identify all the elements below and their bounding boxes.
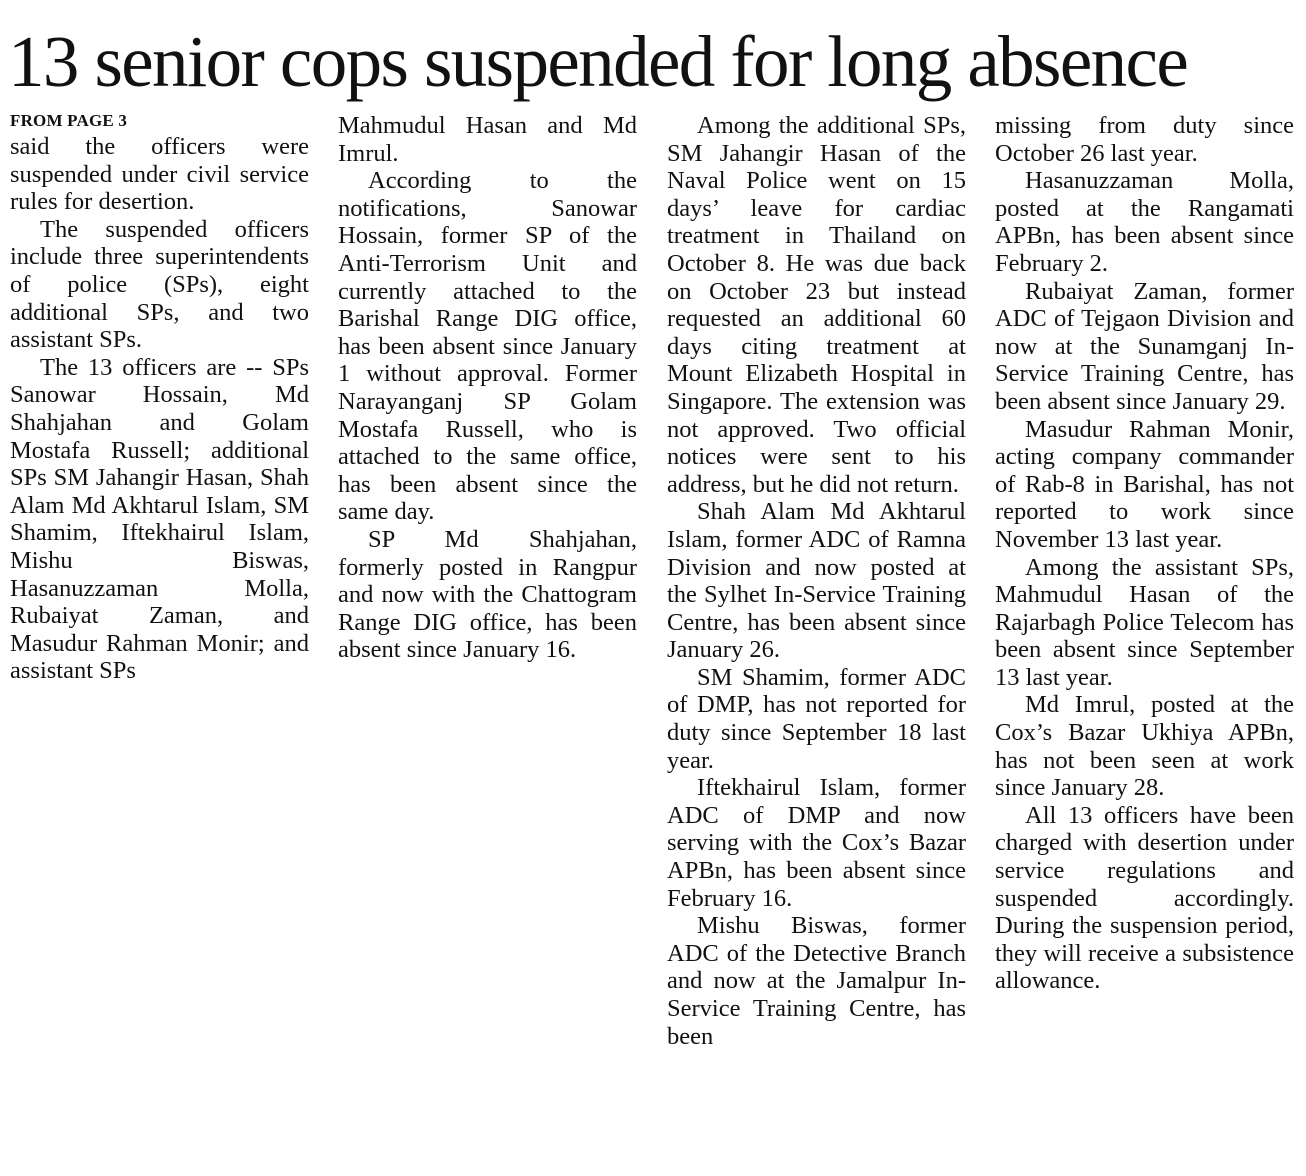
paragraph: said the officers were suspended under civil service rules for desertion. [10,133,309,216]
paragraph: Shah Alam Md Akhtarul Islam, former ADC of Ramna Division and now posted at the Sylhet In-Service Training Centre, has been absent since January 26. [667,498,966,664]
paragraph: The 13 officers are -- SPs Sanowar Hossain, Md Shahjahan and Golam Mostafa Russell; additional SPs SM Jahangir Hasan, Shah Alam Md Akhtarul Islam, SM Shamim, Iftekhairul Islam, Mishu Biswas, Hasanuzzaman Molla, Rubaiyat Zaman, and Masudur Rahman Monir; and assistant SPs [10,353,309,685]
paragraph: Among the assistant SPs, Mahmudul Hasan of the Rajarbagh Police Telecom has been absent since September 13 last year. [995,553,1294,691]
paragraph: All 13 officers have been charged with desertion under service regulations and suspended accordingly. During the suspension period, they will receive a subsistence allowance. [995,801,1294,995]
paragraph: SP Md Shahjahan, formerly posted in Rangpur and now with the Chattogram Range DIG office, has been absent since January 16. [338,525,637,664]
paragraph: Among the additional SPs, SM Jahangir Hasan of the Naval Police went on 15 days’ leave for cardiac treatment in Thailand on October 8. He was due back on October 23 but instead requested an additional 60 days citing treatment at Mount Elizabeth Hospital in Singapore. The extension was not approved. Two official notices were sent to his address, but he did not return. [667,112,966,498]
column-4 [995,112,1294,995]
paragraph: missing from duty since October 26 last year. [995,112,1294,167]
paragraph: Mishu Biswas, former ADC of the Detective Branch and now at the Jamalpur In-Service Training Centre, has been [667,912,966,1050]
paragraph: Md Imrul, posted at the Cox’s Bazar Ukhiya APBn, has not been seen at work since January 28. [995,691,1294,802]
column-3 [667,112,966,1050]
paragraph: Rubaiyat Zaman, former ADC of Tejgaon Division and now at the Sunamganj In-Service Training Centre, has been absent since January 29. [995,277,1294,415]
paragraph: Masudur Rahman Monir, acting company commander of Rab-8 in Barishal, has not reported to work since November 13 last year. [995,415,1294,553]
continued-from-label: FROM PAGE 3 [10,111,128,130]
column-1 [10,110,309,685]
paragraph: Mahmudul Hasan and Md Imrul. [338,112,637,167]
article-body [10,110,1296,1120]
paragraph: Iftekhairul Islam, former ADC of DMP and now serving with the Cox’s Bazar APBn, has been absent since February 16. [667,774,966,912]
paragraph: Hasanuzzaman Molla, posted at the Rangamati APBn, has been absent since February 2. [995,167,1294,277]
paragraph: According to the notifications, Sanowar Hossain, former SP of the Anti-Terrorism Unit and currently attached to the Barishal Range DIG office, has been absent since January 1 without approval. Former Narayanganj SP Golam Mostafa Russell, who is attached to the same office, has been absent since the same day. [338,167,637,526]
column-2 [338,112,637,664]
paragraph: SM Shamim, former ADC of DMP, has not reported for duty since September 18 last year. [667,663,966,774]
headline: 13 senior cops suspended for long absence [8,21,1188,102]
paragraph: The suspended officers include three superintendents of police (SPs), eight additional SPs, and two assistant SPs. [10,215,309,354]
